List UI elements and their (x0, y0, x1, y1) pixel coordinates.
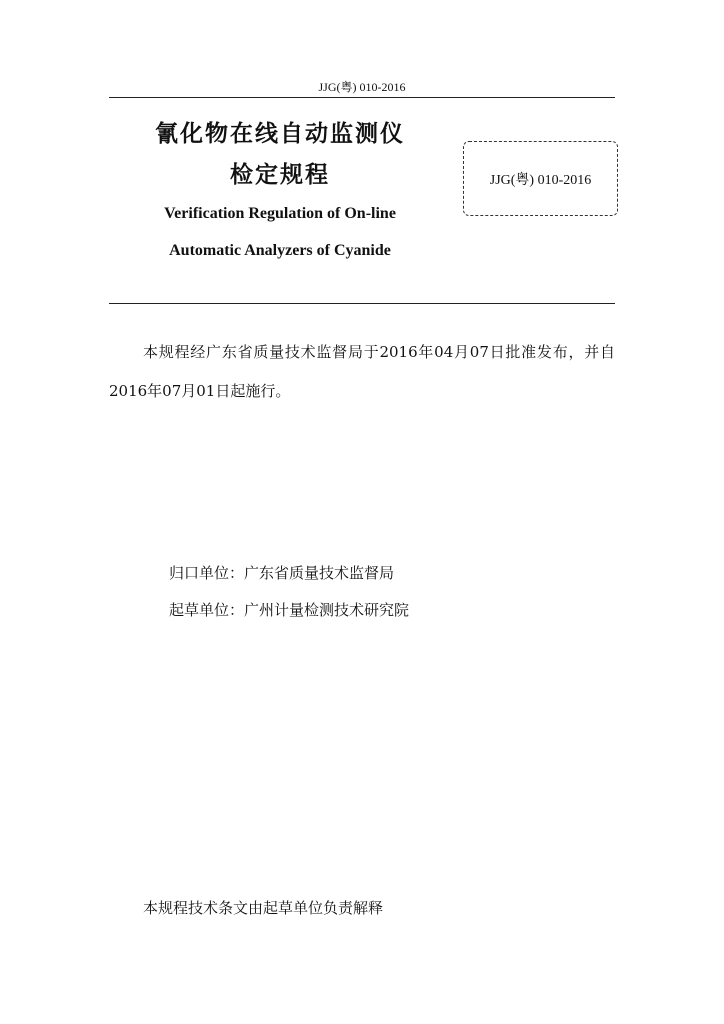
responsible-unit-label: 归口单位： (169, 564, 245, 582)
approval-statement: 本规程经广东省质量技术监督局于2016年04月07日批准发布，并自2016年07月01日起施行。 (109, 343, 615, 400)
drafting-unit-label: 起草单位： (169, 601, 245, 619)
standard-code-box (463, 141, 618, 216)
title-chinese-line2: 检定规程 (230, 162, 330, 188)
title-english-line1: Verification Regulation of On-line (164, 205, 396, 222)
header-standard-code: JJG(粤) 010-2016 (318, 80, 406, 94)
title-english-line2: Automatic Analyzers of Cyanide (169, 242, 391, 259)
header-divider (109, 97, 615, 98)
drafting-unit (169, 600, 409, 620)
title-divider (109, 303, 615, 304)
title-chinese-line1: 氰化物在线自动监测仪 (155, 121, 405, 147)
standard-code-box-text: JJG(粤) 010-2016 (489, 172, 592, 188)
responsible-unit (169, 563, 394, 583)
interpretation-note: 本规程技术条文由起草单位负责解释 (143, 899, 384, 917)
drafting-unit-value: 广州计量检测技术研究院 (244, 601, 410, 619)
responsible-unit-value: 广东省质量技术监督局 (244, 564, 395, 582)
